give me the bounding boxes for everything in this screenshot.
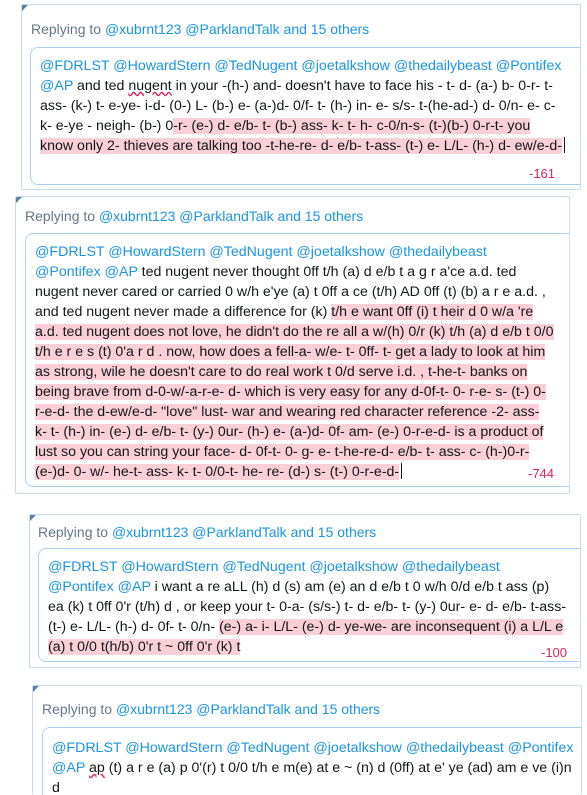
replying-to-line: [38, 524, 376, 540]
misspelled-word: ap: [89, 760, 105, 776]
replying-to-label: Replying to: [38, 524, 109, 540]
text-cursor: [564, 137, 565, 153]
replying-to-line: [42, 701, 380, 717]
mentioned-handles[interactable]: @FDRLST @HowardStern @TedNugent @joetalkshow @thedailybeast @Pontifex @AP: [40, 58, 562, 94]
over-limit-text: t/h e want 0ff (i) t heir d 0 w/a 're a.d. ted nugent does not love, he didn't do the re all a w/(h) 0/r (k) t/h (a) d e/b t 0/0 t/h e r e s (t) 0'a r d . now, how does a fell-a- w/e- t- 0ff- t- get a lady to look at him as strong, wile he doesn't care to do real work t 0/d serve i.d. , t-he-t- banks on being brave from d-0-w/-a-r-e- d- which is very easy for any d-0f-t- 0- r-e- s- (t-) 0-r-e-d- the d-ew/e-d- "love" lust- war and wearing red character reference -2- ass- k- t- (h-) in- (e-) d- e/b- t- (y-) 0ur- (h-) e- (a-)d- 0f- am- (e-) 0-r-e-d- is a product of lust so you can string your face- d- 0f-t- 0- g- e- t-he-re-d- e/b- t- ass- c- (h-)0-r-(e-)d- 0- w/- he-t- ass- k- t- 0/0-t- he- re- (d-) s- (t-) 0-r-e-d-: [35, 304, 554, 480]
replying-to-line: [25, 208, 363, 224]
tweet-text-body: in your -(h-) and- doesn't have to face his - t- d- (a-) b- 0-r- t- ass- (k-) t- e-ye- i-d- (0-) L- (b-) e- (a-)d- 0/f- t- (h-) in- e- s/s- t-(he-ad-) d- 0/n- e- c- k- e-ye - neigh- (b-) 0: [40, 78, 556, 134]
character-counter: -161: [529, 166, 556, 181]
character-counter: -100: [541, 645, 568, 660]
tweet-text-body: ted nugent never thought 0ff t/h (a) d e/b t a g r a'ce a.d. ted nugent never cared or carried 0 w/h e'ye (a) t 0ff a ce (t/h) AD 0ff (t) (b) a r e a.d. , and ted nugent never made a difference for (k): [35, 264, 546, 320]
over-limit-text: (e-) a- i- L/L- (e-) d- ye-we- are inconsequent (i) a L/L e (a) t 0/0 t(h/b) 0'r t ~ 0ff 0'r (k) t: [48, 619, 564, 655]
replying-to-mentions[interactable]: @xubrnt123 @ParklandTalk and 15 others: [115, 701, 381, 717]
replying-to-label: Replying to: [42, 701, 113, 717]
tweet-text[interactable]: [40, 56, 566, 156]
replying-to-line: [31, 21, 369, 37]
tweet-text[interactable]: [35, 242, 555, 482]
tweet-text-body: i want a re aLL (h) d (s) am (e) an d e/b t 0 w/h 0/d e/b t ass (p) ea (k) t 0ff 0'r (t/h) d , or keep your t- 0-a- (s/s-) t- d- e/b- t- (y-) 0ur- e- d- e/b- t-ass- (t-) e- L/L- (h-) d- 0f- t- 0/n-: [48, 579, 567, 635]
replying-to-mentions[interactable]: @xubrnt123 @ParklandTalk and 15 others: [98, 208, 364, 224]
tweet-text[interactable]: [52, 738, 580, 795]
replying-to-label: Replying to: [31, 21, 102, 37]
tweet-compose-box[interactable]: [25, 233, 570, 487]
misspelled-word: nugent: [128, 78, 172, 94]
replying-to-mentions[interactable]: @xubrnt123 @ParklandTalk and 15 others: [111, 524, 377, 540]
tweet-text-start: and ted: [73, 78, 125, 94]
mentioned-handles[interactable]: @FDRLST @HowardStern @TedNugent @joetalkshow @thedailybeast @Pontifex @AP: [35, 244, 487, 280]
tweet-text-body: (t) a r e (a) p 0'(r) t 0/0 t/h e m(e) at e ~ (n) d (0ff) at e' ye (ad) am e ve (i)n d: [52, 760, 572, 795]
tweet-compose-box[interactable]: [38, 548, 581, 662]
tweet-card-4: [32, 685, 582, 795]
character-counter: -744: [528, 466, 555, 481]
tweet-compose-box[interactable]: [42, 727, 582, 795]
text-cursor: [401, 463, 402, 479]
tweet-text[interactable]: [48, 557, 568, 657]
mentioned-handles[interactable]: @FDRLST @HowardStern @TedNugent @joetalkshow @thedailybeast @Pontifex @AP: [48, 559, 500, 595]
tweet-card-2: [15, 196, 570, 494]
over-limit-text: -r- (e-) d- e/b- t- (b-) ass- k- t- h- c-0/n-s- (t-)(b-) 0-r-t- you know only 2- thieves are talking too -t-he-re- d- e/b- t-ass- (t-) e- L/L- (h-) d- ew/e-d-: [40, 118, 562, 154]
tweet-card-1: [21, 4, 581, 190]
tweet-compose-box[interactable]: [30, 47, 581, 185]
tweet-card-3: [29, 514, 581, 668]
replying-to-mentions[interactable]: @xubrnt123 @ParklandTalk and 15 others: [104, 21, 370, 37]
mentioned-handles[interactable]: @FDRLST @HowardStern @TedNugent @joetalkshow @thedailybeast @Pontifex @AP: [52, 740, 574, 776]
replying-to-label: Replying to: [25, 208, 96, 224]
